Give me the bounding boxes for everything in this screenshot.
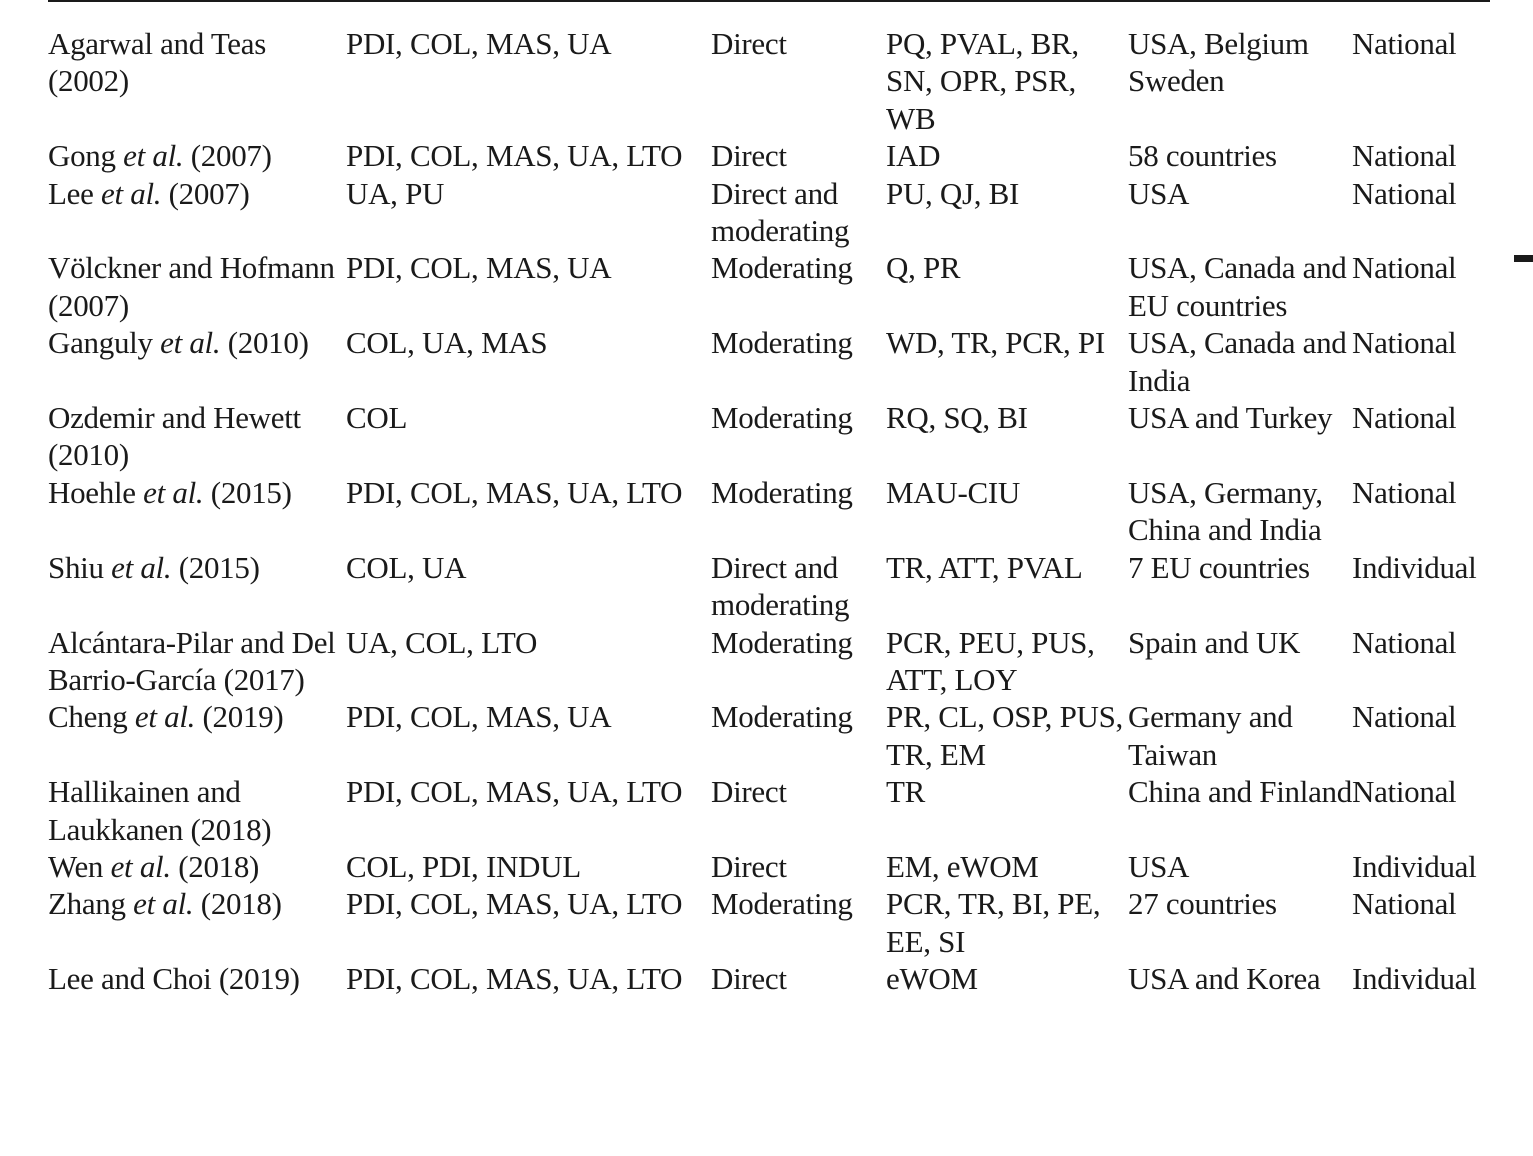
level-cell: National [1352,400,1457,436]
dimensions-cell: PDI, COL, MAS, UA, LTO [346,774,683,810]
sample-cell: Germany and Taiwan [1128,699,1293,772]
et-al: et al. [101,175,162,211]
author-year: (2018) [193,886,282,922]
table-row [48,137,1493,174]
author-cell [48,960,346,997]
dimensions-cell: UA, COL, LTO [346,624,538,660]
variables-cell: TR, ATT, PVAL [886,549,1083,585]
table-row [48,474,1493,549]
literature-table [48,25,1493,998]
variables-cell: PR, CL, OSP, PUS, TR, EM [886,699,1123,772]
dimensions-cell: PDI, COL, MAS, UA [346,699,612,735]
effect-cell: Moderating [711,624,853,660]
author-cell [48,137,346,174]
level-cell: National [1352,250,1457,286]
sample-cell: USA [1128,848,1190,884]
sample-cell: USA and Turkey [1128,400,1333,436]
author-name: Cheng [48,699,135,735]
effect-cell: Direct [711,774,787,810]
table-row [48,324,1493,399]
table-row [48,399,1493,474]
author-cell [48,848,346,885]
table-row [48,960,1493,997]
author-name: Lee [48,175,102,211]
table-row [48,549,1493,624]
et-al: et al. [134,699,196,735]
sample-cell: USA, Belgium Sweden [1128,26,1309,99]
sample-cell: Spain and UK [1128,624,1301,660]
sample-cell: 7 EU countries [1128,549,1310,585]
effect-cell: Moderating [711,250,853,286]
table-row [48,249,1493,324]
sample-cell: USA, Germany, China and India [1128,474,1323,548]
et-al: et al. [143,474,204,510]
table-row [48,773,1493,848]
dimensions-cell: PDI, COL, MAS, UA [346,250,612,286]
author-name: Ozdemir and Hewett (2010) [48,400,301,473]
author-cell [48,324,346,399]
dimensions-cell: PDI, COL, MAS, UA, LTO [346,138,683,174]
variables-cell: eWOM [886,961,978,997]
effect-cell: Direct and moderating [711,175,850,249]
effect-cell: Moderating [711,474,853,510]
author-year: (2019) [195,699,284,735]
level-cell: National [1352,699,1457,735]
author-name: Ganguly [48,325,161,361]
effect-cell: Direct and moderating [711,549,850,623]
dimensions-cell: COL, PDI, INDUL [346,848,581,884]
level-cell: National [1352,774,1457,810]
effect-cell: Direct [711,961,787,997]
sample-cell: USA, Canada and India [1128,325,1347,398]
author-cell [48,549,346,624]
author-year: (2007) [183,138,272,174]
variables-cell: PCR, PEU, PUS, ATT, LOY [886,624,1095,697]
dimensions-cell: COL, UA, MAS [346,325,548,361]
dimensions-cell: PDI, COL, MAS, UA, LTO [346,961,683,997]
author-cell [48,885,346,960]
dimensions-cell: PDI, COL, MAS, UA, LTO [346,886,683,922]
effect-cell: Moderating [711,699,853,735]
author-cell [48,175,346,250]
author-name: Hoehle [48,474,144,510]
effect-cell: Direct [711,26,787,61]
level-cell: Individual [1352,549,1477,585]
variables-cell: MAU-CIU [886,474,1020,510]
et-al: et al. [123,138,184,174]
author-year: (2018) [170,848,260,884]
author-name: Alcántara-Pilar and Del Barrio-García (2017) [48,624,336,697]
level-cell: Individual [1352,848,1477,884]
et-al: et al. [110,848,171,884]
et-al: et al. [111,549,172,585]
author-name: Wen [48,848,111,884]
table-row [48,698,1493,773]
effect-cell: Moderating [711,886,853,922]
sample-cell: 27 countries [1128,886,1277,922]
variables-cell: PU, QJ, BI [886,175,1020,211]
author-cell [48,624,346,699]
table-top-rule [48,0,1490,2]
effect-cell: Direct [711,138,787,174]
author-year: (2010) [220,325,309,361]
author-name: Shiu [48,549,112,585]
table-body [48,25,1493,998]
table-row [48,624,1493,699]
author-year: (2007) [161,175,250,211]
dimensions-cell: UA, PU [346,175,445,211]
variables-cell: PQ, PVAL, BR, SN, OPR, PSR, WB [886,26,1079,136]
dimensions-cell: COL, UA [346,549,467,585]
variables-cell: EM, eWOM [886,848,1039,884]
sample-cell: USA and Korea [1128,961,1321,997]
author-year: (2015) [171,549,260,585]
level-cell: National [1352,886,1457,922]
variables-cell: WD, TR, PCR, PI [886,325,1105,361]
table-row [48,175,1493,250]
level-cell: National [1352,175,1457,211]
margin-marker [1514,255,1533,262]
variables-cell: PCR, TR, BI, PE, EE, SI [886,886,1101,959]
variables-cell: TR [886,774,926,810]
effect-cell: Moderating [711,400,853,436]
author-cell [48,249,346,324]
author-cell [48,399,346,474]
effect-cell: Moderating [711,325,853,361]
author-cell [48,25,346,137]
sample-cell: China and Finland [1128,774,1352,810]
sample-cell: USA, Canada and EU countries [1128,250,1347,323]
variables-cell: Q, PR [886,250,961,286]
et-al: et al. [133,886,194,922]
dimensions-cell: PDI, COL, MAS, UA, LTO [346,474,683,510]
author-name: Gong [48,138,124,174]
sample-cell: USA [1128,175,1190,211]
et-al: et al. [160,325,221,361]
author-year: (2015) [203,474,292,510]
table-row [48,25,1493,137]
variables-cell: IAD [886,138,941,174]
author-cell [48,773,346,848]
level-cell: Individual [1352,961,1477,997]
level-cell: National [1352,325,1457,361]
level-cell: National [1352,624,1457,660]
author-name: Zhang [48,886,134,922]
sample-cell: 58 countries [1128,138,1277,174]
author-name: Völckner and Hofmann (2007) [48,250,335,323]
variables-cell: RQ, SQ, BI [886,400,1028,436]
author-cell [48,698,346,773]
author-name: Lee and Choi (2019) [48,961,300,997]
effect-cell: Direct [711,848,787,884]
author-cell [48,474,346,549]
author-name: Agarwal and Teas (2002) [48,26,266,99]
dimensions-cell: PDI, COL, MAS, UA [346,26,612,61]
dimensions-cell: COL [346,400,408,436]
table-row [48,848,1493,885]
level-cell: National [1352,138,1457,174]
level-cell: National [1352,26,1457,61]
table-row [48,885,1493,960]
level-cell: National [1352,474,1457,510]
author-name: Hallikainen and Laukkanen (2018) [48,774,272,847]
